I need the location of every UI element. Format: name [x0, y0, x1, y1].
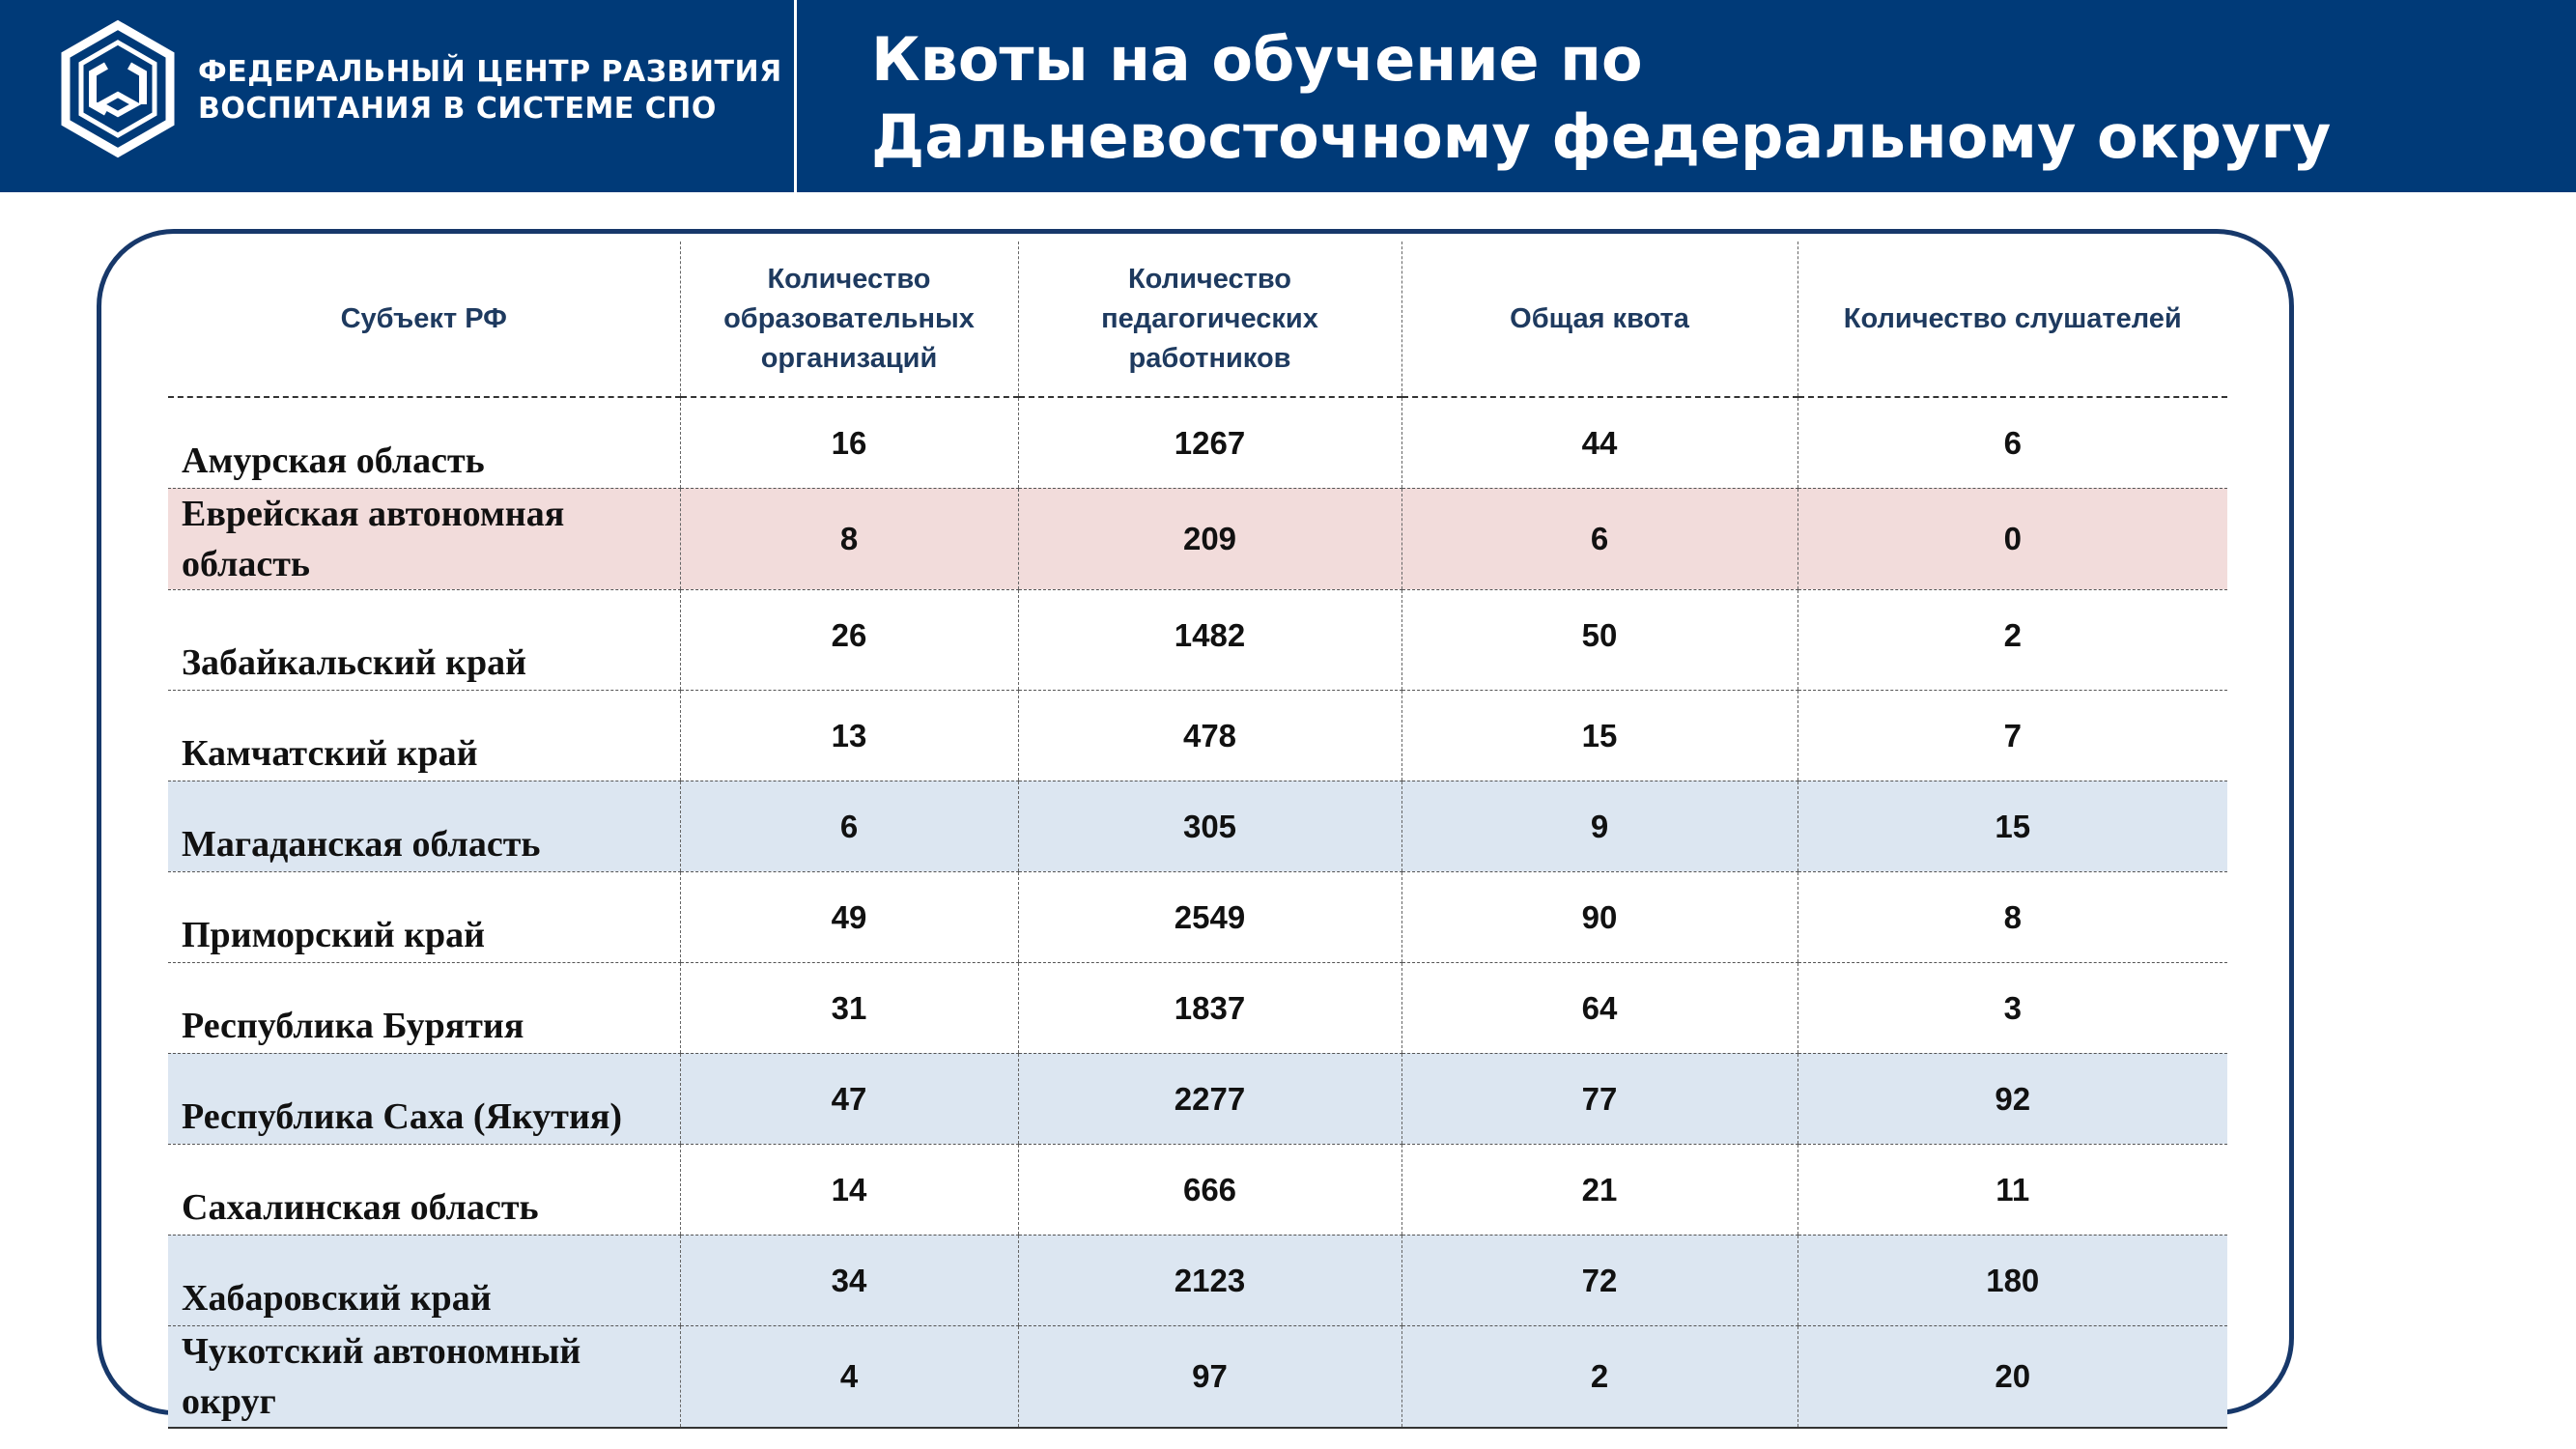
cell-subject: Чукотский автономный округ: [168, 1325, 680, 1428]
cell-listeners: 92: [1798, 1053, 2227, 1144]
cell-teachers: 1267: [1018, 397, 1401, 488]
cell-subject: Еврейская автономная область: [168, 488, 680, 589]
page-title: [871, 21, 2331, 176]
table-row: [168, 1053, 2227, 1144]
cell-teachers: 2123: [1018, 1235, 1401, 1325]
cell-orgs: 47: [680, 1053, 1018, 1144]
cell-listeners: 3: [1798, 962, 2227, 1053]
column-header-orgs: Количество образовательных организаций: [680, 242, 1018, 397]
cell-subject: Амурская область: [168, 397, 680, 488]
cell-orgs: 31: [680, 962, 1018, 1053]
quota-table: [168, 242, 2227, 1429]
column-header-listeners: Количество слушателей: [1798, 242, 2227, 397]
cell-orgs: 14: [680, 1144, 1018, 1235]
cell-subject: Приморский край: [168, 871, 680, 962]
cell-orgs: 26: [680, 589, 1018, 690]
cell-listeners: 11: [1798, 1144, 2227, 1235]
table-row: [168, 488, 2227, 589]
cell-listeners: 180: [1798, 1235, 2227, 1325]
cell-teachers: 1837: [1018, 962, 1401, 1053]
cell-subject: Камчатский край: [168, 690, 680, 781]
cell-teachers: 666: [1018, 1144, 1401, 1235]
spo-logo-icon: [56, 19, 180, 158]
cell-orgs: 6: [680, 781, 1018, 871]
cell-subject: Магаданская область: [168, 781, 680, 871]
cell-quota: 44: [1401, 397, 1798, 488]
cell-listeners: 7: [1798, 690, 2227, 781]
cell-quota: 77: [1401, 1053, 1798, 1144]
cell-teachers: 97: [1018, 1325, 1401, 1428]
table-row: [168, 397, 2227, 488]
table-row: [168, 781, 2227, 871]
table-row: [168, 1325, 2227, 1428]
cell-subject: Сахалинская область: [168, 1144, 680, 1235]
cell-listeners: 8: [1798, 871, 2227, 962]
cell-listeners: 6: [1798, 397, 2227, 488]
org-name-line1: ФЕДЕРАЛЬНЫЙ ЦЕНТР РАЗВИТИЯ: [198, 55, 782, 89]
cell-orgs: 49: [680, 871, 1018, 962]
title-line1: Квоты на обучение по: [871, 24, 1643, 95]
cell-teachers: 2549: [1018, 871, 1401, 962]
cell-orgs: 4: [680, 1325, 1018, 1428]
org-name-line2: ВОСПИТАНИЯ В СИСТЕМЕ СПО: [198, 92, 717, 126]
header-divider: [794, 0, 797, 192]
cell-orgs: 34: [680, 1235, 1018, 1325]
cell-listeners: 0: [1798, 488, 2227, 589]
cell-listeners: 15: [1798, 781, 2227, 871]
table-row: [168, 1235, 2227, 1325]
cell-quota: 72: [1401, 1235, 1798, 1325]
cell-quota: 2: [1401, 1325, 1798, 1428]
cell-quota: 9: [1401, 781, 1798, 871]
cell-orgs: 8: [680, 488, 1018, 589]
table-header-row: [168, 242, 2227, 397]
header-bar: [0, 0, 2576, 192]
cell-teachers: 305: [1018, 781, 1401, 871]
cell-quota: 21: [1401, 1144, 1798, 1235]
cell-listeners: 20: [1798, 1325, 2227, 1428]
cell-quota: 50: [1401, 589, 1798, 690]
cell-subject: Забайкальский край: [168, 589, 680, 690]
table-row: [168, 690, 2227, 781]
cell-quota: 64: [1401, 962, 1798, 1053]
cell-subject: Республика Бурятия: [168, 962, 680, 1053]
column-header-quota: Общая квота: [1401, 242, 1798, 397]
cell-orgs: 13: [680, 690, 1018, 781]
cell-listeners: 2: [1798, 589, 2227, 690]
table-row: [168, 962, 2227, 1053]
cell-subject: Хабаровский край: [168, 1235, 680, 1325]
cell-quota: 90: [1401, 871, 1798, 962]
table-row: [168, 1144, 2227, 1235]
cell-teachers: 1482: [1018, 589, 1401, 690]
cell-quota: 15: [1401, 690, 1798, 781]
cell-teachers: 209: [1018, 488, 1401, 589]
table-row: [168, 589, 2227, 690]
cell-quota: 6: [1401, 488, 1798, 589]
cell-orgs: 16: [680, 397, 1018, 488]
column-header-subject: Субъект РФ: [168, 242, 680, 397]
cell-teachers: 478: [1018, 690, 1401, 781]
cell-subject: Республика Саха (Якутия): [168, 1053, 680, 1144]
table-row: [168, 871, 2227, 962]
title-line2: Дальневосточному федеральному округу: [871, 101, 2332, 172]
column-header-teachers: Количество педагогических работников: [1018, 242, 1401, 397]
cell-teachers: 2277: [1018, 1053, 1401, 1144]
organization-name: [198, 54, 782, 128]
